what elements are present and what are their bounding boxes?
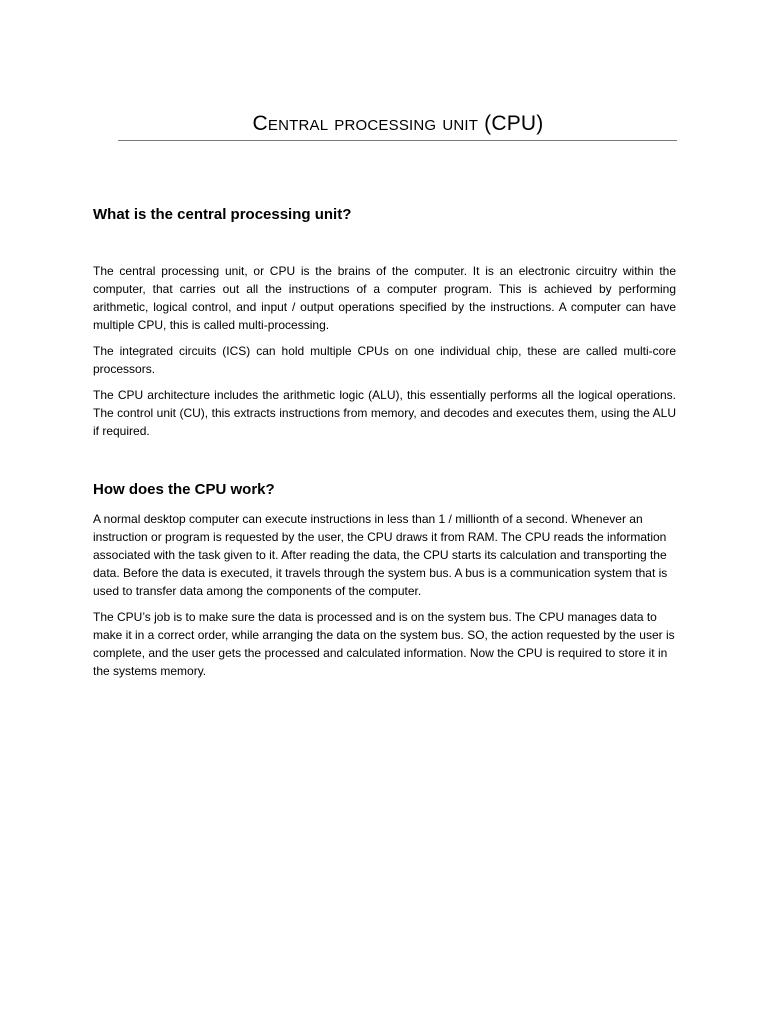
paragraph: The CPU architecture includes the arithmetic logic (ALU), this essentially performs all the logical operations. The control unit (CU), this extracts instructions from memory, and decodes and executes them, using the ALU if required. <box>93 388 676 438</box>
paragraph: The central processing unit, or CPU is the brains of the computer. It is an electronic circuitry within the computer, that carries out all the instructions of a computer program. This is achieved by performing arithmetic, logical control, and input / output operations specified by the instructions. A computer can have multiple CPU, this is called multi-processing. <box>93 264 676 332</box>
section-heading-how-cpu-works: How does the CPU work? <box>93 481 275 498</box>
paragraph: The CPU’s job is to make sure the data is processed and is on the system bus. The CPU manages data to make it in a correct order, while arranging the data on the system bus. SO, the action requested by the user is complete, and the user gets the processed and calculated information. Now the CPU is required to store it in the systems memory. <box>93 610 675 678</box>
section-body-what-is-cpu <box>93 262 676 448</box>
paragraph: The integrated circuits (ICS) can hold multiple CPUs on one individual chip, these are called multi-core processors. <box>93 344 676 376</box>
section-heading-what-is-cpu: What is the central processing unit? <box>93 206 352 223</box>
paragraph: A normal desktop computer can execute instructions in less than 1 / millionth of a second. Whenever an instruction or program is requested by the user, the CPU draws it from RAM. The CPU reads the information associated with the task given to it. After reading the data, the CPU starts its calculation and transporting the data. Before the data is executed, it travels through the system bus. A bus is a communication system that is used to transfer data among the components of the computer. <box>93 512 668 598</box>
section-body-how-cpu-works <box>93 510 676 688</box>
document-title: Central processing unit (CPU) <box>252 112 544 135</box>
title-underline <box>118 140 677 141</box>
